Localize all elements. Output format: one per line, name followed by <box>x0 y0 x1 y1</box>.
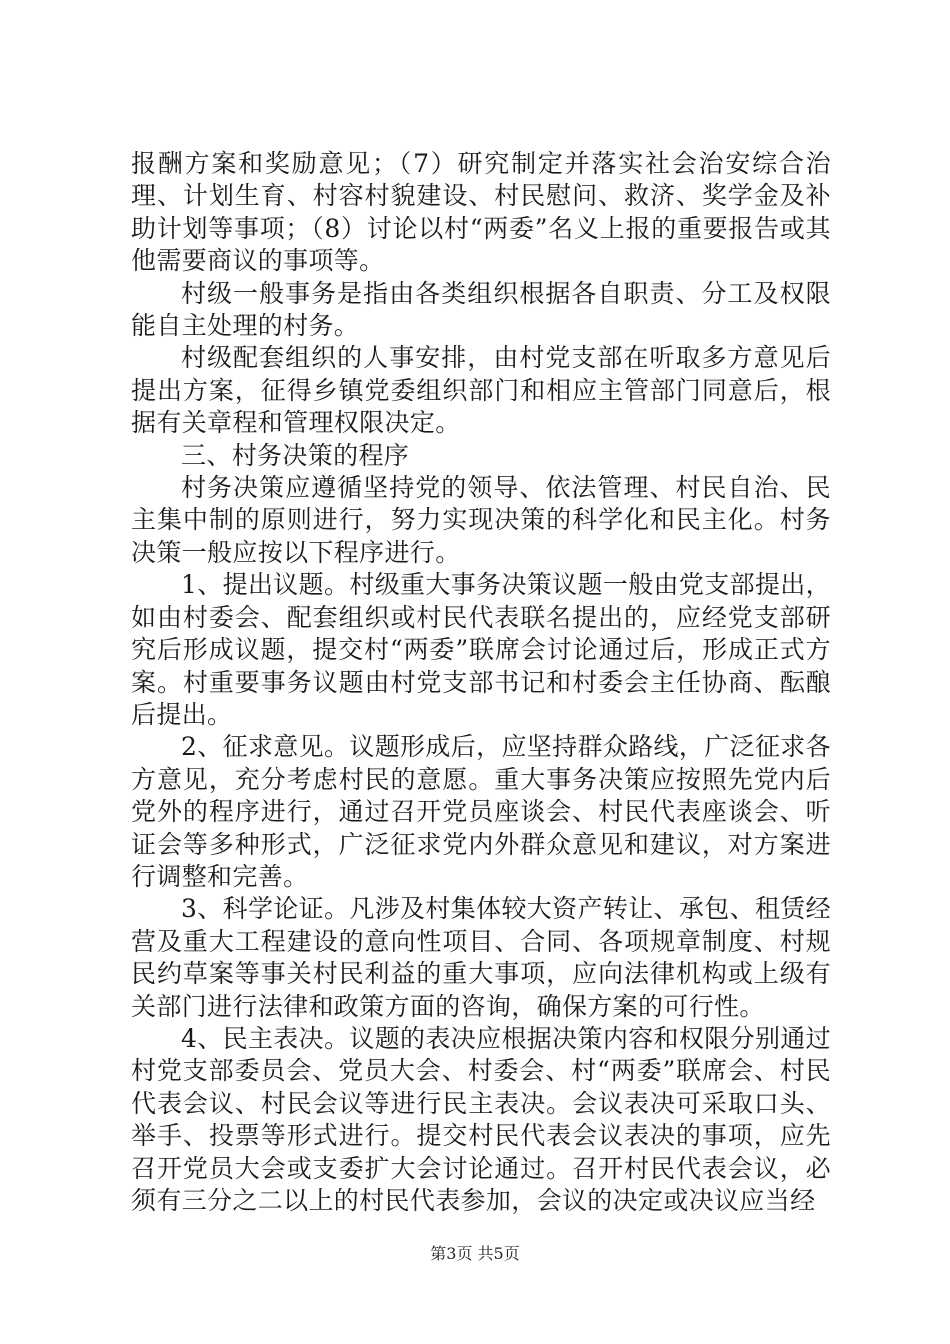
paragraph-1: 报酬方案和奖励意见；（7）研究制定并落实社会治安综合治理、计划生育、村容村貌建设、村民慰问、救济、奖学金及补助计划等事项；（8）讨论以村“两委”名义上报的重要报告或其他需要商议的事项等。 <box>131 149 831 276</box>
document-body <box>131 148 831 1217</box>
paragraph-9: 4、民主表决。议题的表决应根据决策内容和权限分别通过村党支部委员会、党员大会、村委会、村“两委”联席会、村民代表会议、村民会议等进行民主表决。会议表决可采取口头、举手、投票等形式进行。提交村民代表会议表决的事项，应先召开党员大会或支委扩大会讨论通过。召开村民代表会议，必须有三分之二以上的村民代表参加，会议的决定或决议应当经 <box>131 1023 832 1215</box>
paragraph-6: 1、提出议题。村级重大事务决策议题一般由党支部提出，如由村委会、配套组织或村民代表联名提出的，应经党支部研究后形成议题，提交村“两委”联席会讨论通过后，形成正式方案。村重要事务议题由村党支部书记和村委会主任协商、酝酿后提出。 <box>131 570 832 729</box>
section-heading: 三、村务决策的程序 <box>181 440 410 470</box>
paragraph-5: 村务决策应遵循坚持党的领导、依法管理、村民自治、民主集中制的原则进行，努力实现决策的科学化和民主化。村务决策一般应按以下程序进行。 <box>131 473 831 567</box>
page-number-footer: 第3页 共5页 <box>430 1244 520 1263</box>
paragraph-7: 2、征求意见。议题形成后，应坚持群众路线，广泛征求各方意见，充分考虑村民的意愿。重大事务决策应按照先党内后党外的程序进行，通过召开党员座谈会、村民代表座谈会、听证会等多种形式，广泛征求党内外群众意见和建议，对方案进行调整和完善。 <box>131 732 832 891</box>
paragraph-2: 村级一般事务是指由各类组织根据各自职责、分工及权限能自主处理的村务。 <box>131 278 831 341</box>
paragraph-3: 村级配套组织的人事安排，由村党支部在听取多方意见后提出方案，征得乡镇党委组织部门和相应主管部门同意后，根据有关章程和管理权限决定。 <box>131 343 831 438</box>
paragraph-8: 3、科学论证。凡涉及村集体较大资产转让、承包、租赁经营及重大工程建设的意向性项目、合同、各项规章制度、村规民约草案等事关村民利益的重大事项，应向法律机构或上级有关部门进行法律和政策方面的咨询，确保方案的可行性。 <box>131 894 832 1021</box>
